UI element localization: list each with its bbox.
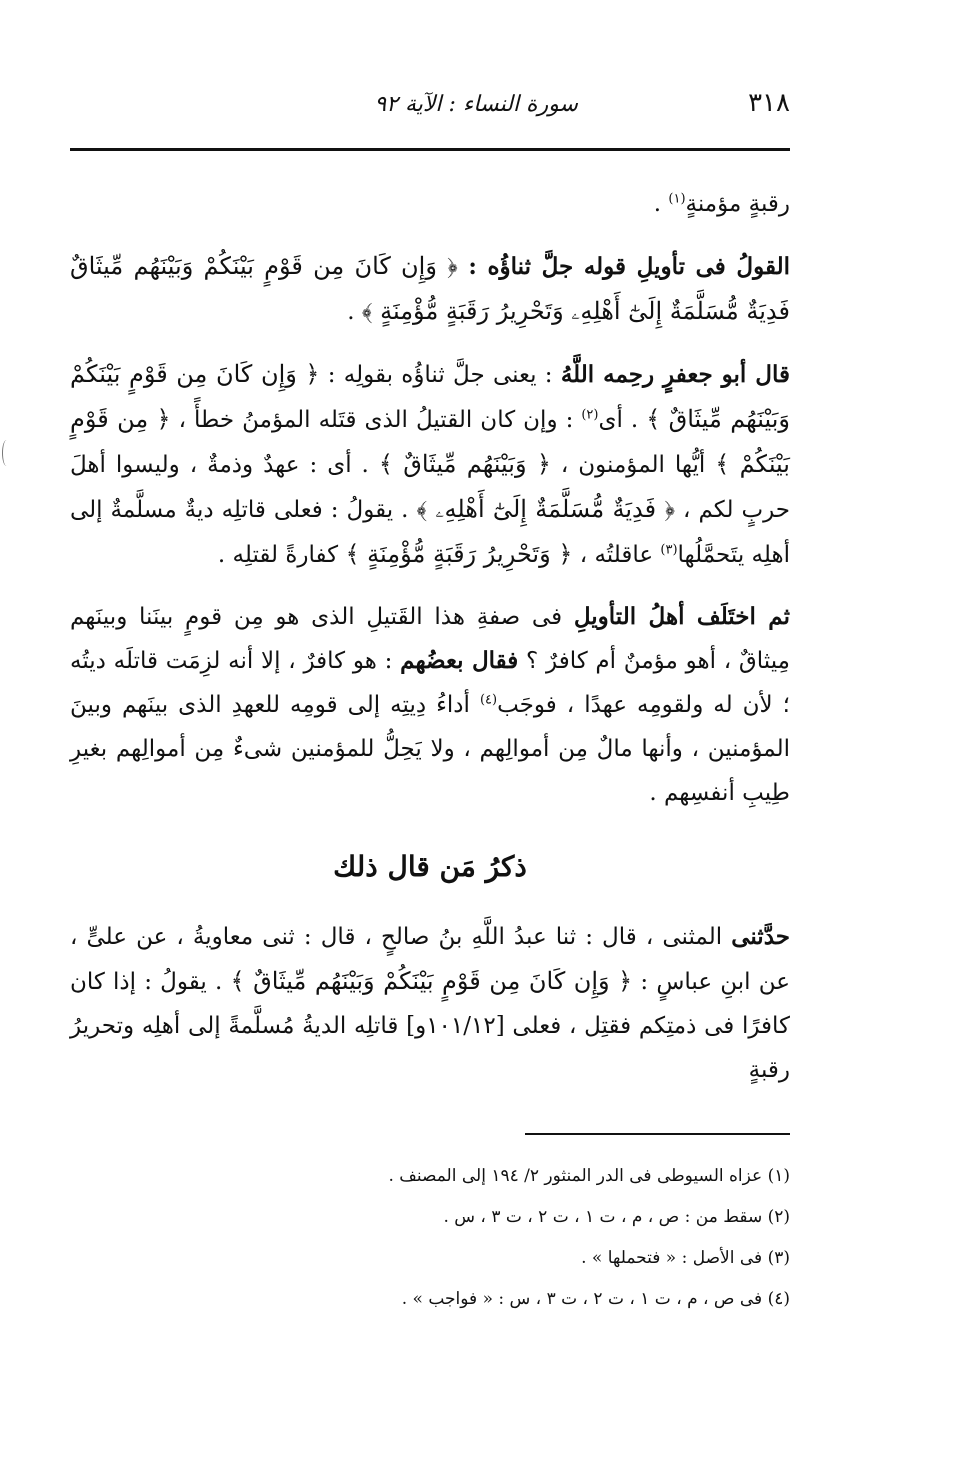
quran-quote: ﴿ وَإِن كَانَ مِن قَوْمٍ بَيْنَكُمْ وَبَيْنَهُم مِّيثَاقٌ ﴾: [230, 967, 633, 995]
footnote-item: (١) عزاه السيوطى فى الدر المنثور ٢/ ١٩٤ إلى المصنف .: [388, 1166, 790, 1186]
paragraph-narration: [70, 915, 790, 1092]
section-heading: ذكرُ مَن قال ذلك: [333, 850, 527, 883]
footnote-item: (٤) فى ص ، م ، ت ١ ، ت ٢ ، ت ٣ ، س : « فواجب » .: [401, 1289, 790, 1309]
footnote-ref: (٢): [581, 407, 599, 423]
page-number: ٣١٨: [748, 88, 790, 118]
text-run: : يعنى جلَّ ثناؤُه بقولِه :: [319, 362, 561, 388]
text-run: : هو كافرٌ ، إلا أنه لزِمَت قاتلَه ديتُه ؛ لأن له ولقومِه عهدًا ، فوجَب: [70, 648, 790, 718]
text-run: أداءُ دِيتِه إلى قومِه للعهدِ الذى بينَهم وبينَ المؤمنين ، وأنها مالٌ مِن أموالِهم ، ولا يَحِلُّ للمؤمنين شىءٌ مِن أموالِهم بغيرِ طِيبِ أنفسِهم .: [70, 692, 790, 806]
lead-phrase: فقال بعضُهم: [400, 647, 519, 674]
quran-quote: ﴿ مِن قَوْمٍ بَيْنَكُمْ ﴾: [70, 405, 790, 478]
text-run: عاقلتُه ،: [572, 542, 661, 568]
text-run: رقبةٍ مؤمنةٍ: [685, 191, 790, 217]
text-run: . يقولُ : إذا كان كافرًا فى ذمتِكم فقتِل ، فعلى [١٠١/١٢و] قاتلِه الديةُ مُسلَّمةً إلى أهلِه وتحريرُ رقبةٍ: [70, 969, 790, 1083]
paragraph-verse-interpretation: [70, 244, 790, 334]
paragraph-disagreement: [70, 595, 790, 815]
lead-phrase: حدَّثنى: [731, 923, 790, 950]
footnote-ref: (٣): [660, 542, 678, 558]
text-run: كفارةً لقتلِه .: [217, 542, 346, 568]
book-page: [70, 88, 791, 1309]
footnote-ref: (٤): [479, 692, 498, 708]
quran-quote: ﴿ وَتَحْرِيرُ رَقَبَةٍ مُّؤْمِنَةٍ ﴾: [345, 540, 573, 568]
quran-quote: ﴿ فَدِيَةٌ مُّسَلَّمَةٌ إِلَىٰٓ أَهْلِهِۦ ﴾: [416, 495, 676, 523]
running-head: سورة النساء : الآية ٩٢: [374, 92, 578, 117]
paragraph-abu-jafar: [70, 352, 790, 577]
text-run: . يقولُ : فعلى قاتلِه ديةٌ مسلَّمةٌ إلى أهلِه يتَحمَّلُها: [70, 497, 790, 568]
footnote-rule: [525, 1133, 790, 1135]
text-run: .: [653, 191, 669, 217]
footnote-ref: (١): [668, 191, 686, 207]
lead-phrase: ثم اختَلَف أهلُ التأويلِ: [573, 603, 790, 630]
footnote-item: (٣) فى الأصل : « فتحملها » .: [581, 1248, 790, 1268]
lead-phrase: القولُ فى تأويلِ قوله جلَّ ثناؤُه :: [457, 253, 790, 280]
page-header: [70, 88, 790, 132]
footnote-item: (٢) سقط من : ص ، م ، ت ١ ، ت ٢ ، ت ٣ ، س .: [443, 1207, 790, 1227]
body-text: [70, 182, 790, 1110]
text-run: المثنى ، قال : ثنا عبدُ اللَّهِ بنُ صالحٍ ، قال : ثنى معاويةُ ، عن علىٍّ ، عن ابنِ عباسٍ :: [70, 924, 790, 995]
scan-margin-mark: [2, 440, 11, 466]
text-run: . أى : عهدٌ وذمةٌ ، وليسوا أهلَ حربٍ لكم ،: [70, 452, 791, 523]
text-run: فى صفةِ هذا القَتيلِ الذى هو مِن قومٍ بينَنا وبينَهم مِيثاقٌ ، أهو مؤمنٌ أم كافرٌ ؟: [70, 604, 790, 674]
text-run: أيُّها المؤمنون ،: [550, 452, 716, 478]
quran-quote: ﴿ وَإِن كَانَ مِن قَوْمٍ بَيْنَكُمْ وَبَيْنَهُم مِّيثَاقٌ ﴾: [70, 360, 790, 433]
header-rule: [70, 148, 790, 151]
text-run: .: [347, 299, 362, 325]
footnotes: [70, 1156, 790, 1320]
quran-quote: ﴿ وَبَيْنَهُم مِّيثَاقٌ ﴾: [378, 450, 551, 478]
text-run: . أى: [598, 407, 647, 433]
lead-phrase: قال أبو جعفرٍ رحِمه اللَّهُ: [560, 361, 790, 388]
quran-quote: ﴿ وَإِن كَانَ مِن قَوْمٍ بَيْنَكُمْ وَبَيْنَهُم مِّيثَاقٌ فَدِيَةٌ مُّسَلَّمَةٌ إِلَىٰٓ أَهْلِهِۦ وَتَحْرِيرُ رَقَبَةٍ مُّؤْمِنَةٍ ﴾: [70, 252, 790, 325]
text-run: : وإن كان القتيلُ الذى قتَله المؤمنُ خطأً ،: [170, 407, 582, 433]
paragraph-continuation: [70, 182, 790, 226]
